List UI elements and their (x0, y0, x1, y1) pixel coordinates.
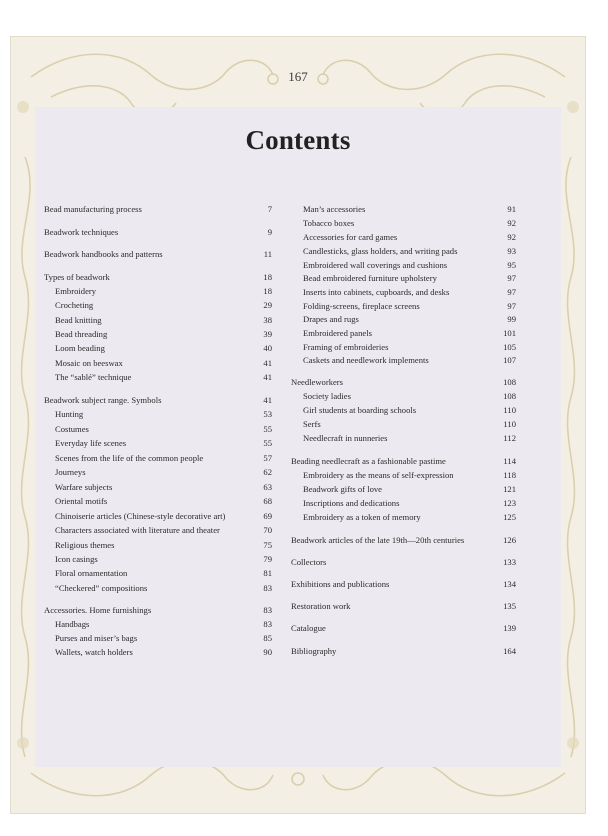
toc-entry[interactable]: Restoration work (291, 601, 351, 611)
toc-entry[interactable]: Handbags (55, 619, 90, 629)
toc-page-number: 121 (503, 484, 516, 494)
toc-entry[interactable]: Floral ornamentation (55, 568, 128, 578)
toc-page-number: 75 (263, 540, 272, 550)
toc-page-number: 118 (503, 470, 516, 480)
toc-entry[interactable]: Embroidered panels (303, 328, 372, 338)
toc-entry[interactable]: Folding-screens, fireplace screens (303, 301, 420, 311)
toc-page-number: 97 (507, 301, 516, 311)
toc-entry[interactable]: Caskets and needlework implements (303, 355, 429, 365)
toc-entry[interactable]: Bead knitting (55, 315, 102, 325)
toc-entry[interactable]: Accessories for card games (303, 232, 398, 242)
toc-entry[interactable]: Scenes from the life of the common people (55, 453, 204, 463)
toc-page-number: 134 (503, 579, 516, 589)
toc-page-number: 41 (263, 372, 272, 382)
toc-page-number: 135 (503, 601, 516, 611)
toc-entry[interactable]: Collectors (291, 557, 327, 567)
toc-entry[interactable]: Chinoiserie articles (Chinese-style decorative art) (55, 511, 226, 521)
toc-entry[interactable]: Everyday life scenes (55, 438, 127, 448)
toc-entry[interactable]: Characters associated with literature and theater (55, 525, 220, 535)
toc-entry[interactable]: Bead manufacturing process (44, 204, 142, 214)
toc-entry[interactable]: Society ladies (303, 391, 351, 401)
toc-entry[interactable]: Embroidery as the means of self-expression (303, 470, 454, 480)
toc-page-number: 40 (263, 343, 272, 353)
toc-page-number: 57 (263, 453, 272, 463)
toc-entry[interactable]: Embroidery (55, 286, 97, 296)
toc-entry[interactable]: Crocheting (55, 300, 94, 310)
toc-entry[interactable]: The “sablé” technique (55, 372, 132, 382)
toc-page-number: 97 (507, 273, 516, 283)
toc-page-number: 133 (503, 557, 516, 567)
toc-entry[interactable]: Framing of embroideries (303, 342, 389, 352)
toc-page-number: 18 (263, 286, 272, 296)
toc-page-number: 11 (263, 249, 272, 259)
book-page (10, 36, 586, 814)
toc-page-number: 9 (267, 227, 272, 237)
toc-entry[interactable]: Bead threading (55, 329, 108, 339)
toc-entry[interactable]: Girl students at boarding schools (303, 405, 417, 415)
toc-page-number: 107 (503, 355, 516, 365)
toc-entry[interactable]: Bead embroidered furniture upholstery (303, 273, 437, 283)
toc-entry[interactable]: Needleworkers (291, 377, 344, 387)
toc-page-number: 69 (263, 511, 272, 521)
toc-entry[interactable]: Purses and miser’s bags (55, 633, 138, 643)
toc-entry[interactable]: Icon casings (55, 554, 98, 564)
toc-page-number: 108 (503, 377, 516, 387)
toc-entry[interactable]: Embroidery as a token of memory (303, 512, 421, 522)
toc-entry[interactable]: Accessories. Home furnishings (44, 605, 152, 615)
toc-page-number: 39 (263, 329, 272, 339)
toc-page-number: 97 (507, 287, 516, 297)
toc-entry[interactable]: Inserts into cabinets, cupboards, and desks (303, 287, 450, 297)
toc-page-number: 55 (263, 424, 272, 434)
toc-page-number: 63 (263, 482, 272, 492)
page-number: 167 (288, 69, 308, 84)
toc-page-number: 90 (263, 647, 272, 657)
toc-page-number: 62 (263, 467, 272, 477)
toc-page-number: 108 (503, 391, 516, 401)
toc-page-number: 29 (263, 300, 272, 310)
toc-page-number: 101 (503, 328, 516, 338)
toc-entry[interactable]: Candlesticks, glass holders, and writing pads (303, 246, 458, 256)
toc-entry[interactable]: Mosaic on beeswax (55, 358, 123, 368)
toc-entry[interactable]: Man’s accessories (303, 204, 366, 214)
toc-entry[interactable]: Needlecraft in nunneries (303, 433, 388, 443)
toc-page-number: 114 (503, 456, 516, 466)
toc-page-number: 92 (507, 218, 516, 228)
toc-entry[interactable]: “Checkered” compositions (55, 583, 148, 593)
toc-page-number: 123 (503, 498, 516, 508)
toc-page-number: 91 (507, 204, 516, 214)
toc-entry[interactable]: Loom beading (55, 343, 105, 353)
toc-entry[interactable]: Bibliography (291, 646, 337, 656)
toc-entry[interactable]: Catalogue (291, 623, 326, 633)
toc-page-number: 83 (263, 619, 272, 629)
toc-page-number: 110 (503, 405, 516, 415)
toc-page-number: 70 (263, 525, 272, 535)
toc-page-number: 41 (263, 358, 272, 368)
toc-page-number: 164 (503, 646, 516, 656)
toc-entry[interactable]: Warfare subjects (55, 482, 113, 492)
toc-page-number: 83 (263, 583, 272, 593)
toc-entry[interactable]: Serfs (303, 419, 321, 429)
toc-entry[interactable]: Beadwork subject range. Symbols (44, 395, 162, 405)
toc-page-number: 112 (503, 433, 516, 443)
toc-page-number: 93 (507, 246, 516, 256)
toc-entry[interactable]: Beadwork articles of the late 19th—20th centuries (291, 535, 465, 545)
toc-page-number: 105 (503, 342, 516, 352)
toc-entry[interactable]: Hunting (55, 409, 84, 419)
toc-page-number: 79 (263, 554, 272, 564)
toc-entry[interactable]: Religious themes (55, 540, 115, 550)
toc-page-number: 38 (263, 315, 272, 325)
toc-page-number: 83 (263, 605, 272, 615)
toc-entry[interactable]: Tobacco boxes (303, 218, 355, 228)
toc-page-number: 53 (263, 409, 272, 419)
toc-entry[interactable]: Costumes (55, 424, 89, 434)
page-title: Contents (245, 125, 351, 155)
toc-entry[interactable]: Oriental motifs (55, 496, 108, 506)
toc-page-number: 125 (503, 512, 516, 522)
toc-page-number: 110 (503, 419, 516, 429)
toc-entry[interactable]: Exhibitions and publications (291, 579, 390, 589)
toc-page-number: 126 (503, 535, 516, 545)
toc-entry[interactable]: Embroidered wall coverings and cushions (303, 260, 448, 270)
toc-page-number: 92 (507, 232, 516, 242)
toc-entry[interactable]: Wallets, watch holders (55, 647, 133, 657)
toc-page-number: 139 (503, 623, 516, 633)
toc-page-number: 41 (263, 395, 272, 405)
toc-page-number: 55 (263, 438, 272, 448)
toc-entry[interactable]: Beadwork techniques (44, 227, 119, 237)
toc-entry[interactable]: Beadwork gifts of love (303, 484, 382, 494)
toc-entry[interactable]: Beading needlecraft as a fashionable pastime (291, 456, 446, 466)
toc-page-number: 95 (507, 260, 516, 270)
toc-page-number: 85 (263, 633, 272, 643)
toc-entry[interactable]: Inscriptions and dedications (303, 498, 400, 508)
toc-page-number: 68 (263, 496, 272, 506)
toc-entry[interactable]: Journeys (55, 467, 86, 477)
toc-entry[interactable]: Beadwork handbooks and patterns (44, 249, 163, 259)
toc-page-number: 99 (507, 314, 516, 324)
toc-page-number: 18 (263, 272, 272, 282)
toc-entry[interactable]: Drapes and rugs (303, 314, 359, 324)
toc-page-number: 81 (263, 568, 272, 578)
toc-entry[interactable]: Types of beadwork (44, 272, 110, 282)
toc-page-number: 7 (267, 204, 272, 214)
